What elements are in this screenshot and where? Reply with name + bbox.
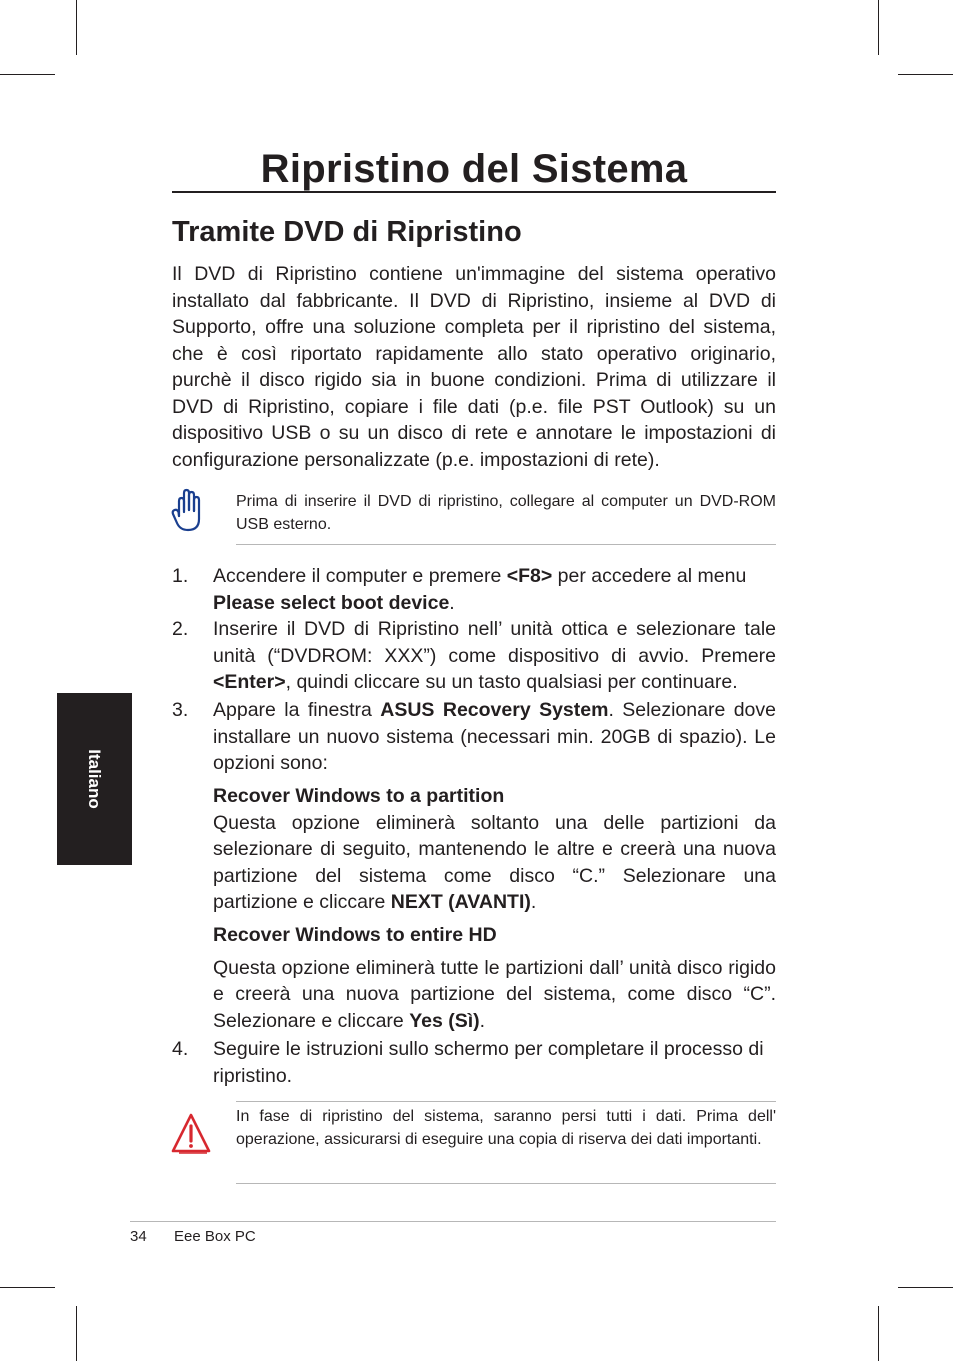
- title-underline: [172, 191, 776, 193]
- note-divider: [236, 1183, 776, 1184]
- hand-icon: [170, 486, 206, 534]
- option-block: [213, 783, 776, 916]
- list-number: 3.: [172, 699, 189, 721]
- option-title: Recover Windows to a partition: [213, 785, 505, 807]
- crop-mark: [878, 0, 879, 55]
- option-description: Questa opzione eliminerà tutte le partizioni dall’ unità disco rigido e creerà una nuova partizione del sistema, come disco “C”. Selezionare e cliccare Yes (Sì).: [213, 956, 776, 1032]
- language-label: Italiano: [85, 749, 104, 809]
- crop-mark: [0, 74, 55, 75]
- page-title: Ripristino del Sistema: [260, 147, 688, 191]
- list-item: 2. Inserire il DVD di Ripristino nell’ unità ottica e selezionare tale unità (“DVDROM: XXX”) come dispositivo di avvio. Premere <Enter>, quindi cliccare su un tasto qualsiasi per continuare.: [172, 618, 776, 693]
- page-number: 34: [130, 1228, 147, 1245]
- crop-mark: [76, 1306, 77, 1361]
- intro-paragraph: Il DVD di Ripristino contiene un'immagine del sistema operativo installato dal fabbricante. Il DVD di Ripristino, insieme al DVD di Supporto, offre una soluzione completa per il ripristino del sistema, che è così riportato rapidamente allo stato operativo originario, purchè il disco rigido sia in buone condizioni. Prima di utilizzare il DVD di Ripristino, copiare i file dati (p.e. file PST Outlook) su un dispositivo USB o su un disco di rete e annotare le impostazioni di configurazione personalizzate (p.e. impostazioni di rete).: [172, 263, 776, 471]
- list-number: 2.: [172, 618, 189, 640]
- note-divider: [236, 1101, 776, 1102]
- crop-mark: [76, 0, 77, 55]
- footer-divider: [130, 1221, 776, 1222]
- list-item: 3. Appare la finestra ASUS Recovery System. Selezionare dove installare un nuovo sistema (necessari min. 20GB di spazio). Le opzioni sono:: [172, 699, 776, 774]
- section-heading: Tramite DVD di Ripristino: [172, 216, 522, 248]
- warning-icon: [170, 1111, 212, 1157]
- list-number: 4.: [172, 1038, 189, 1060]
- list-item: 4. Seguire le istruzioni sullo schermo per completare il processo di ripristino.: [172, 1038, 764, 1087]
- crop-mark: [878, 1306, 879, 1361]
- option-block: [213, 922, 776, 1034]
- crop-mark: [898, 74, 953, 75]
- crop-mark: [0, 1287, 55, 1288]
- option-description: Questa opzione eliminerà soltanto una delle partizioni da selezionare di seguito, mantenendo le altre e creerà una nuova partizione del sistema come disco “C.” Selezionare una partizione e cliccare NEXT (AVANTI).: [213, 811, 776, 913]
- note-divider: [236, 544, 776, 545]
- note-text: Prima di inserire il DVD di ripristino, collegare al computer un DVD-ROM USB esterno.: [236, 493, 776, 533]
- option-title: Recover Windows to entire HD: [213, 924, 497, 946]
- crop-mark: [898, 1287, 953, 1288]
- warning-text: In fase di ripristino del sistema, saranno persi tutti i dati. Prima dell' operazione, assicurarsi di eseguire una copia di riserva dei dati importanti.: [236, 1108, 776, 1148]
- list-item: 1. Accendere il computer e premere <F8> per accedere al menu Please select boot device.: [172, 565, 747, 614]
- list-number: 1.: [172, 565, 189, 587]
- product-name: Eee Box PC: [174, 1228, 256, 1245]
